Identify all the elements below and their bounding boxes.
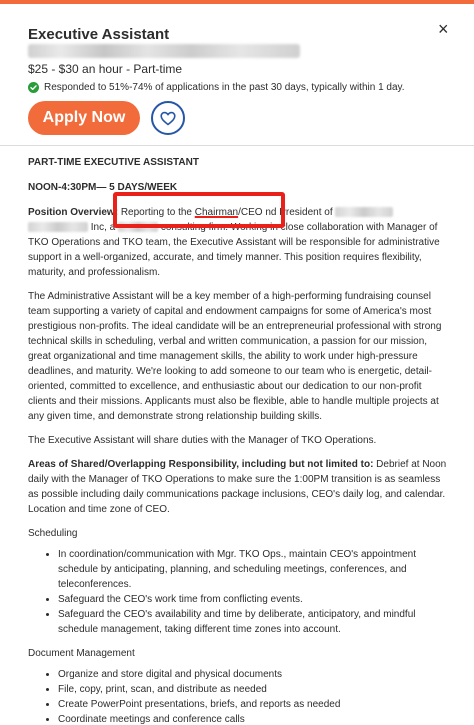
apply-now-button[interactable]: Apply Now (28, 101, 140, 135)
list-item: • Safeguard the CEO's availability and time by deliberate, anticipatory, and mindful schedule management, taking different time zones into account. (58, 607, 448, 637)
job-title: Executive Assistant (28, 26, 170, 43)
list-item: • Organize and store digital and physical documents (58, 667, 448, 682)
hours-heading: NOON-4:30PM— 5 DAYS/WEEK (28, 182, 178, 193)
areas-text: Debrief at Noon daily with the Manager of TKO Operations to make sure the 1:00PM transition is as seamless as possible including daily communications package inclusions, CEO's daily log, and calendar. Location and time zone of CEO. (28, 459, 447, 515)
responded-text: Responded to 51%-74% of applications in the past 30 days, typically within 1 day. (44, 82, 405, 93)
list-item: • Safeguard the CEO's work time from conflicting events. (58, 592, 448, 607)
salary-text: $25 - $30 an hour - Part-time (28, 62, 183, 76)
highlight-annotation-box (113, 192, 285, 228)
list-item: • Coordinate meetings and conference calls (58, 712, 448, 725)
scheduling-list (28, 547, 448, 637)
scheduling-title: Scheduling (28, 528, 78, 539)
paragraph-three: The Executive Assistant will share duties with the Manager of TKO Operations. (28, 435, 377, 446)
overview-highlight-c: /CEO (238, 207, 263, 218)
redacted-name (28, 222, 88, 232)
areas-paragraph (28, 457, 448, 517)
job-header (0, 4, 474, 146)
overview-highlight-a: Reporting to the (120, 207, 195, 218)
redacted-company-name (28, 44, 300, 58)
list-item: • Create PowerPoint presentations, briefs, and reports as needed (58, 697, 448, 712)
check-badge-icon (28, 82, 39, 93)
overview-line2a: Inc, a (90, 222, 116, 233)
overview-highlight-b: Chairman (194, 207, 239, 218)
overview-mid: nd President of (265, 207, 333, 218)
overview-line2b: consulting firm. Working in close (160, 222, 305, 233)
overview-rest: collaboration with Manager of TKO Operations and TKO team, the Executive Assistant will be responsible for administrative support in a well-organized, accurate, and timely manner. This position requires flexibility, maturity, and professionalism. (28, 222, 440, 278)
docmgmt-list (28, 667, 448, 725)
overview-label: Position Overview: (28, 207, 119, 218)
save-job-button[interactable] (151, 101, 185, 135)
docmgmt-title: Document Management (28, 648, 135, 659)
responded-info (28, 82, 405, 93)
description-heading: PART-TIME EXECUTIVE ASSISTANT (28, 157, 199, 168)
paragraph-two: The Administrative Assistant will be a key member of a high-performing fundraising counsel team supporting a variety of capital and endowment campaigns for some of America's most prestigious non-profits. The ideal candidate will be an entrepreneurial professional with strong technical skills in scheduling, verbal and written communication, a passion for our mission, great organizational and time management skills, the ability to work under high-pressure deadlines, and maturity. We're looking to add someone to our team who is energetic, detail-oriented, committed to excellence, and enthusiastic about our dedication to our non-profit clients and their missions. Applicants must also be flexible, able to handle multiple projects at any given time, and demonstrate strong relationship building skills. (28, 291, 442, 422)
heart-icon (160, 111, 176, 126)
redacted-name (335, 207, 393, 217)
list-item: • File, copy, print, scan, and distribute as needed (58, 682, 448, 697)
areas-label: Areas of Shared/Overlapping Responsibility, including but not limited to: (28, 459, 374, 470)
job-description (28, 146, 448, 725)
list-item: • In coordination/communication with Mgr. TKO Ops., maintain CEO's appointment schedule by anticipating, planning, and scheduling meetings, conferences, and teleconferences. (58, 547, 448, 592)
close-icon[interactable]: × (438, 19, 449, 39)
